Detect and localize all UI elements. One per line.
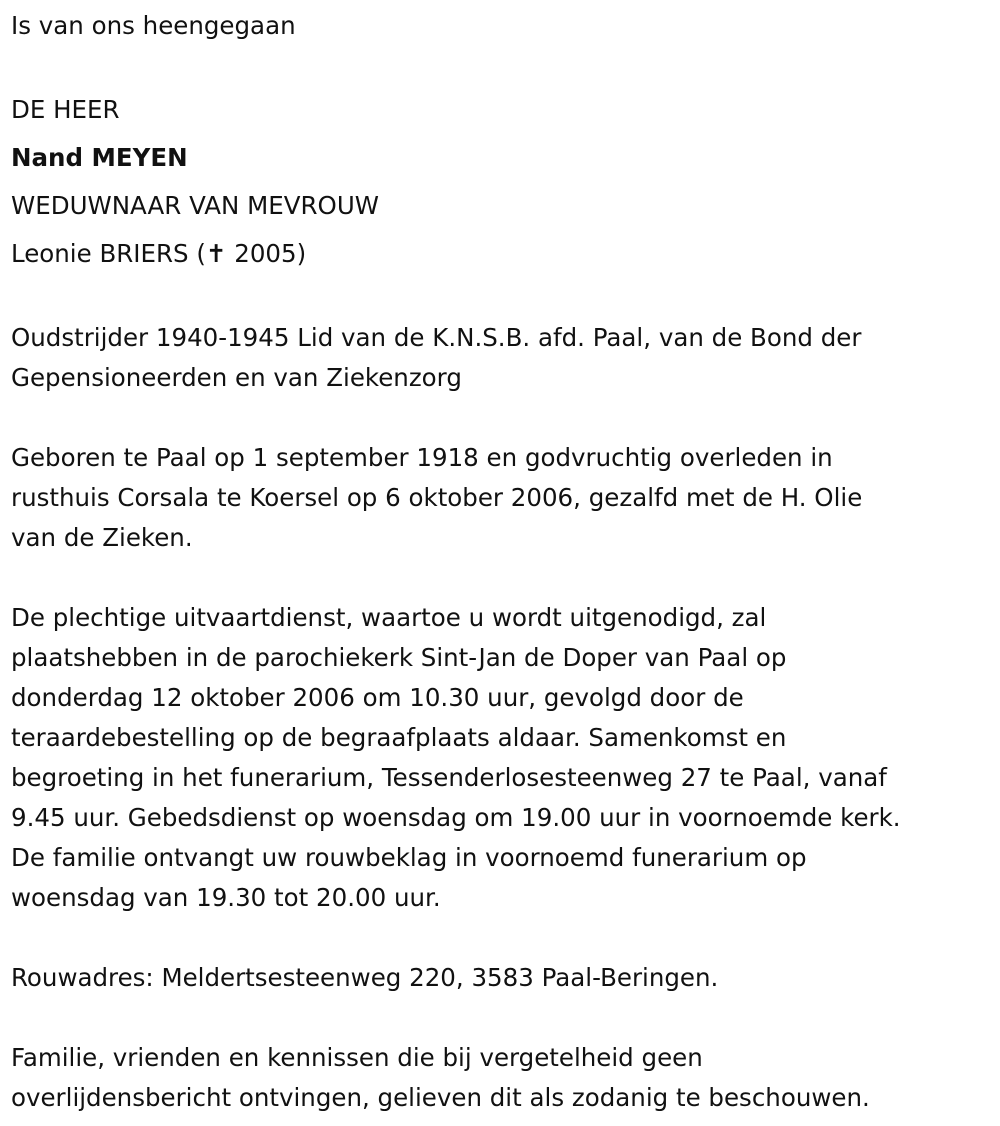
- funeral-line: De plechtige uitvaartdienst, waartoe u wordt uitgenodigd, zal: [11, 603, 767, 632]
- intro-text: Is van ons heengegaan: [11, 11, 296, 40]
- spacer: [11, 918, 1000, 958]
- title-prefix: DE HEER: [11, 95, 120, 124]
- membership-line: Oudstrijder 1940-1945 Lid van de K.N.S.B. afd. Paal, van de Bond der: [11, 323, 862, 352]
- spacer: [11, 998, 1000, 1038]
- birth-death-line: van de Zieken.: [11, 523, 193, 552]
- membership-line: Gepensioneerden en van Ziekenzorg: [11, 363, 462, 392]
- spacer: [11, 46, 1000, 86]
- funeral-line: De familie ontvangt uw rouwbeklag in voornoemd funerarium op: [11, 843, 807, 872]
- funeral-line: teraardebestelling op de begraafplaats aldaar. Samenkomst en: [11, 723, 787, 752]
- birth-death-line: Geboren te Paal op 1 september 1918 en godvruchtig overleden in: [11, 443, 833, 472]
- funeral-line: donderdag 12 oktober 2006 om 10.30 uur, gevolgd door de: [11, 683, 744, 712]
- funeral-paragraph: [11, 598, 1000, 918]
- closing-paragraph: [11, 1038, 1000, 1118]
- funeral-line: begroeting in het funerarium, Tessenderlosesteenweg 27 te Paal, vanaf: [11, 763, 887, 792]
- widower-line: WEDUWNAAR VAN MEVROUW: [11, 191, 379, 220]
- birth-death-paragraph: [11, 438, 1000, 558]
- closing-line: Familie, vrienden en kennissen die bij vergetelheid geen: [11, 1043, 703, 1072]
- funeral-line: woensdag van 19.30 tot 20.00 uur.: [11, 883, 441, 912]
- spacer: [11, 558, 1000, 598]
- deceased-name: Nand MEYEN: [11, 143, 188, 172]
- spouse-line: Leonie BRIERS (✝ 2005): [11, 239, 307, 268]
- mourning-address: Rouwadres: Meldertsesteenweg 220, 3583 Paal-Beringen.: [11, 963, 719, 992]
- closing-line: overlijdensbericht ontvingen, gelieven dit als zodanig te beschouwen.: [11, 1083, 870, 1112]
- birth-death-line: rusthuis Corsala te Koersel op 6 oktober 2006, gezalfd met de H. Olie: [11, 483, 863, 512]
- funeral-line: plaatshebben in de parochiekerk Sint-Jan de Doper van Paal op: [11, 643, 787, 672]
- membership-paragraph: [11, 318, 1000, 398]
- funeral-line: 9.45 uur. Gebedsdienst op woensdag om 19.00 uur in voornoemde kerk.: [11, 803, 901, 832]
- spacer: [11, 278, 1000, 318]
- spacer: [11, 398, 1000, 438]
